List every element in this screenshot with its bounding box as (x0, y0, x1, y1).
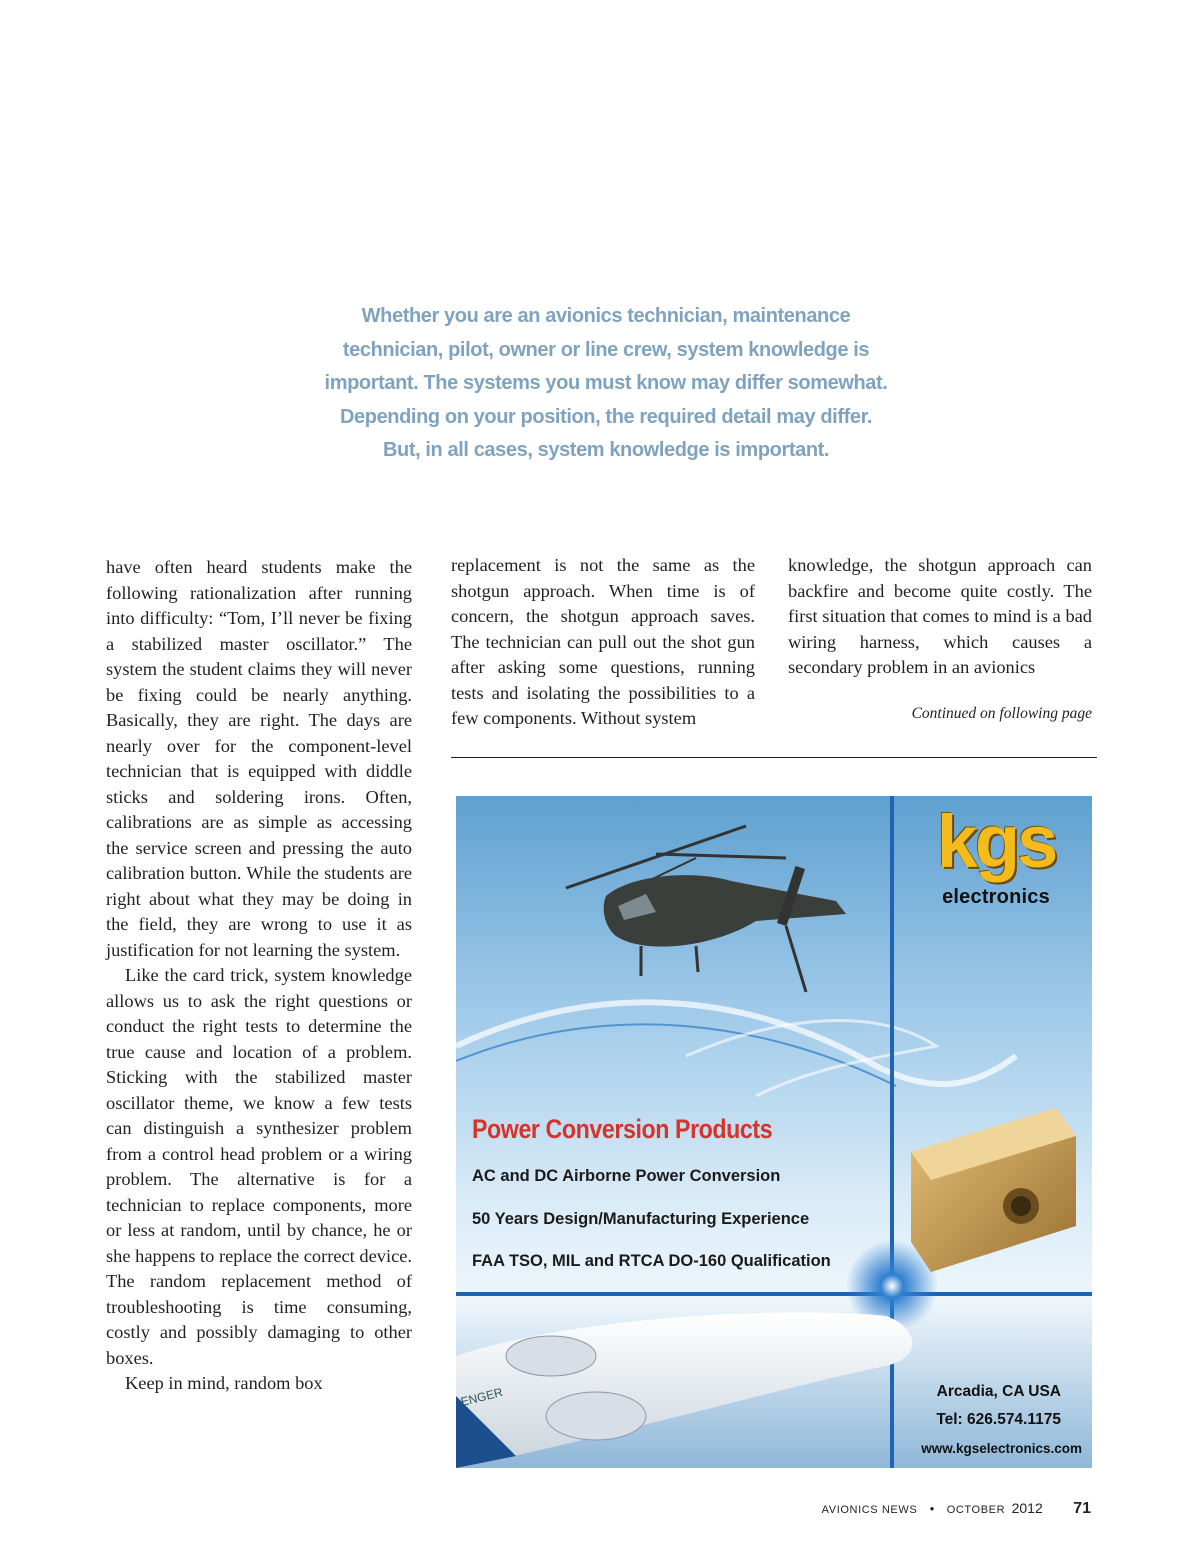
article-paragraph: have often heard students make the following rationalization after running into difficulty: “Tom, I’ll never be fixing a stabilized master oscillator.” The system the student claims they will never be fixing could be nearly anything. Basically, they are right. The days are nearly over for the component-level technician that is equipped with diddle sticks and soldering irons. Often, calibrations are as simple as accessing the service screen and pressing the auto calibration button. While the students are right about what they may be doing in the field, they are wrong to use it as justification for not learning the system. (106, 557, 412, 960)
pull-quote-line: technician, pilot, owner or line crew, system knowledge is (342, 338, 870, 361)
continued-note: Continued on following page (911, 705, 1092, 722)
pull-quote-line: But, in all cases, system knowledge is important. (382, 439, 830, 461)
footer-year: 2012 (1011, 1500, 1043, 1516)
article-paragraph: knowledge, the shotgun approach can backfire and become quite costly. The first situation that comes to mind is a bad wiring harness, which causes a secondary problem in an avionics (788, 555, 1092, 677)
article-column-1 (106, 555, 412, 1397)
article-column-3 (788, 553, 1092, 681)
article-paragraph: Like the card trick, system knowledge allows us to ask the right questions or conduct the right tests to determine the true cause and location of a problem. Sticking with the stabilized master oscillator theme, we know a few tests can distinguish a synthesizer problem from a control head problem or a wiring problem. The alternative is for a technician to replace components, more or less at random, until by chance, he or she happens to replace the correct device. The random replacement method of troubleshooting is time consuming, costly and possibly damaging to other boxes. (106, 965, 412, 1368)
kgs-logo-mark: kgs (936, 800, 1056, 883)
page-footer (822, 1500, 1091, 1518)
power-supply-photo (911, 1108, 1076, 1272)
footer-month: OCTOBER (946, 1504, 1006, 1516)
article-column-2 (451, 553, 755, 732)
ad-feature: 50 Years Design/Manufacturing Experience (472, 1210, 810, 1228)
pull-quote (300, 300, 912, 468)
pull-quote-line: important. The systems you must know may differ somewhat. (324, 372, 888, 394)
divider-rule (451, 757, 1097, 758)
kgs-logo-subtitle: electronics (942, 886, 1050, 908)
helicopter-illustration (566, 826, 846, 992)
ad-blue-line-vertical (890, 796, 894, 1468)
footer-bullet: • (929, 1501, 935, 1516)
ad-location: Arcadia, CA USA (936, 1383, 1061, 1400)
jet-livery-text: ENGER (459, 1384, 505, 1409)
ad-phone: Tel: 626.574.1175 (936, 1411, 1061, 1428)
ad-feature: FAA TSO, MIL and RTCA DO-160 Qualification (472, 1252, 831, 1270)
pull-quote-line: Whether you are an avionics technician, maintenance (361, 305, 851, 327)
article-paragraph: Keep in mind, random box (125, 1373, 323, 1393)
footer-publication: AVIONICS NEWS (821, 1504, 918, 1516)
ad-blue-line-horizontal (456, 1292, 1092, 1296)
advertisement (456, 796, 1092, 1468)
ad-feature: AC and DC Airborne Power Conversion (472, 1167, 781, 1185)
ad-headline: Power Conversion Products (472, 1114, 773, 1144)
kgs-logo (911, 802, 1081, 909)
page-number: 71 (1073, 1500, 1091, 1517)
ad-website: www.kgselectronics.com (921, 1441, 1082, 1456)
pull-quote-line: Depending on your position, the required detail may differ. (339, 405, 872, 428)
article-paragraph: replacement is not the same as the shotgun approach. When time is of concern, the shotgun approach saves. The technician can pull out the shot gun after asking some questions, running tests and isolating the possibilities to a few components. Without system (451, 555, 755, 728)
light-streak (456, 1024, 896, 1086)
